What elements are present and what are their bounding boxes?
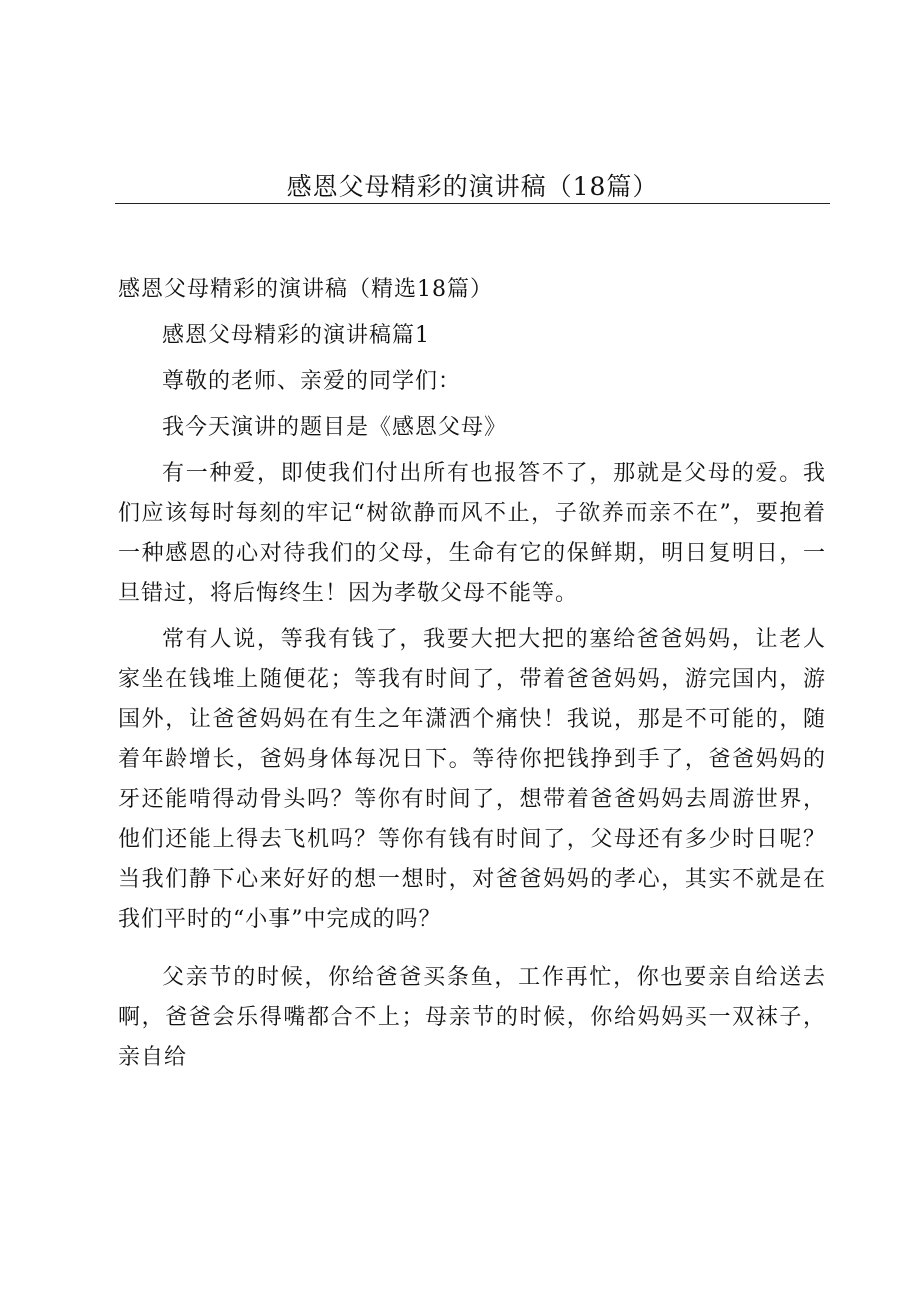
body-paragraph: 常有人说，等我有钱了，我要大把大把的塞给爸爸妈妈，让老人家坐在钱堆上随便花；等我有时间了，带着爸爸妈妈，游完国内，游国外，让爸爸妈妈在有生之年潇洒个痛快！我说，那是不可能的，随着年龄增长，爸妈身体每况日下。等待你把钱挣到手了，爸爸妈妈的牙还能啃得动骨头吗？等你有时间了，想带着爸爸妈妈去周游世界，他们还能上得去飞机吗？等你有钱有时间了，父母还有多少时日呢？当我们静下心来好好的想一想时，对爸爸妈妈的孝心，其实不就是在我们平时的“小事”中完成的吗？ xyxy=(118,627,826,932)
body-paragraph: 有一种爱，即使我们付出所有也报答不了，那就是父母的爱。我们应该每时每刻的牢记“树欲静而风不止，子欲养而亲不在”，要抱着一种感恩的心对待我们的父母，生命有它的保鲜期，明日复明日，一旦错过，将后悔终生！因为孝敬父母不能等。 xyxy=(118,461,826,606)
body-paragraph: 父亲节的时候，你给爸爸买条鱼，工作再忙，你也要亲自给送去啊，爸爸会乐得嘴都合不上；母亲节的时候，你给妈妈买一双袜子，亲自给 xyxy=(118,965,826,1070)
topic-paragraph: 我今天演讲的题目是《感恩父母》 xyxy=(162,415,508,440)
subtitle-paragraph: 感恩父母精彩的演讲稿（精选18篇） xyxy=(118,277,493,302)
title-divider xyxy=(115,203,830,204)
salutation-paragraph: 尊敬的老师、亲爱的同学们： xyxy=(162,369,462,394)
section-heading: 感恩父母精彩的演讲稿篇1 xyxy=(162,323,430,348)
document-title: 感恩父母精彩的演讲稿（18篇） xyxy=(286,172,659,201)
document-body xyxy=(118,270,826,1084)
